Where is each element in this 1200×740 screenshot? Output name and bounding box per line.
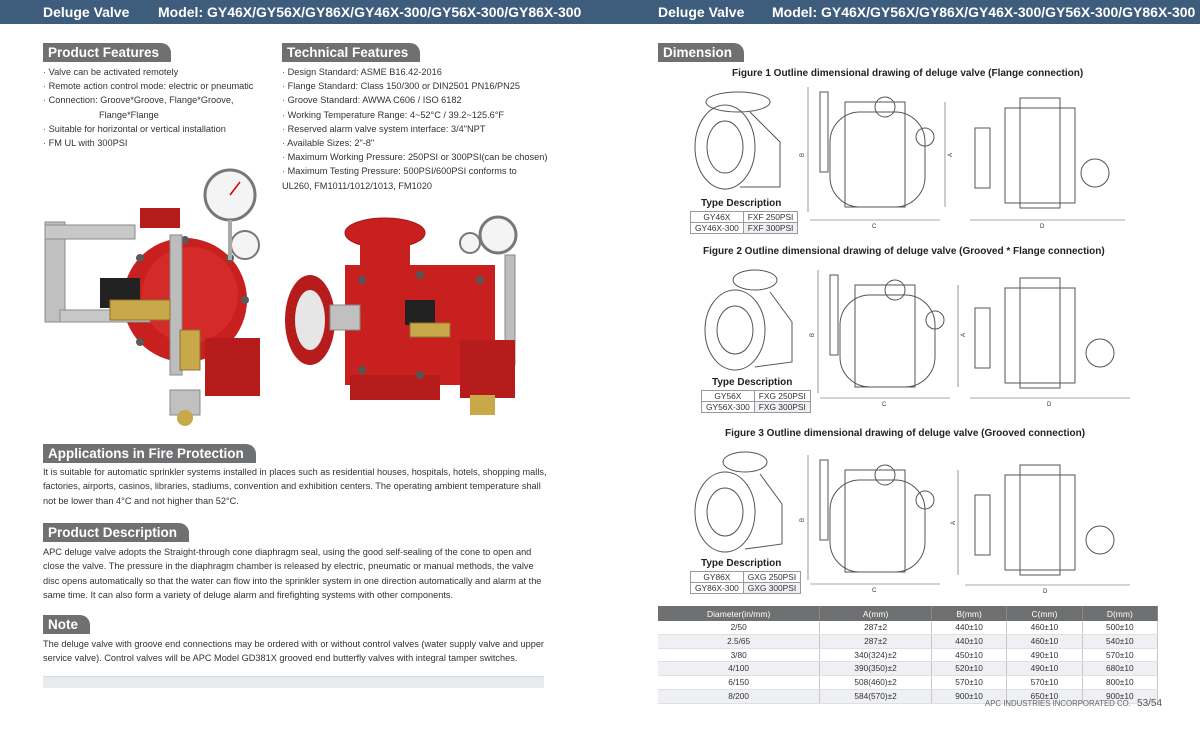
feature-item: Flange*Flange: [99, 109, 159, 120]
table-row: [658, 676, 1158, 690]
decorative-bar: [43, 676, 544, 688]
figure-3-front-drawing: [800, 450, 960, 598]
technical-features-heading: Technical Features: [282, 43, 420, 62]
product-features-list: [43, 65, 253, 150]
dim-label-d: D: [1040, 224, 1045, 230]
table-cell: 680±10: [1082, 662, 1157, 676]
dimension-table-header: Diameter(in/mm): [658, 606, 820, 621]
type-cell: GXG 300PSI: [743, 583, 800, 594]
dimension-table-header: D(mm): [1082, 606, 1157, 621]
figure-1-title: Figure 1 Outline dimensional drawing of deluge valve (Flange connection): [732, 68, 1084, 79]
feature-item: · Valve can be activated remotely: [43, 65, 253, 79]
valve-photo-front: [40, 160, 270, 430]
type-cell: FXF 300PSI: [743, 223, 798, 234]
note-heading: Note: [43, 615, 90, 634]
table-cell: 460±10: [1007, 621, 1082, 634]
product-description-heading: Product Description: [43, 523, 189, 542]
table-row: [658, 662, 1158, 676]
table-cell: 900±10: [1082, 689, 1157, 703]
type-cell: FXG 300PSI: [754, 402, 810, 413]
tech-item: · Groove Standard: AWWA C606 / ISO 6182: [282, 93, 547, 107]
table-cell: 584(570)±2: [820, 689, 932, 703]
figure-1-isometric-drawing: [690, 82, 790, 194]
type-cell: GY86X-300: [691, 583, 744, 594]
type-cell: GY46X: [691, 212, 744, 223]
note-text: The deluge valve with groove end connections may be ordered with or without control valves (water supply valve and upper service valve). Control valves will be APC Model GD381X grooved end butterfly valves with integral tamper switches.: [43, 639, 544, 664]
dim-label-d: D: [1043, 589, 1048, 595]
figure-2-title: Figure 2 Outline dimensional drawing of deluge valve (Grooved * Flange connection): [703, 246, 1105, 257]
table-cell: 490±10: [1007, 662, 1082, 676]
table-cell: 570±10: [1082, 648, 1157, 662]
table-cell: 570±10: [1007, 676, 1082, 690]
figure-1-front-drawing: [800, 82, 960, 232]
dim-label-a: A: [948, 152, 954, 157]
dim-label-c: C: [872, 224, 877, 230]
tech-item: · Reserved alarm valve system interface: 3/4"NPT: [282, 122, 547, 136]
table-cell: 450±10: [931, 648, 1006, 662]
header-model: Model: GY46X/GY56X/GY86X/GY46X-300/GY56X-300/GY86X-300: [158, 4, 582, 20]
type-cell: GY56X: [702, 391, 755, 402]
table-cell: 3/80: [658, 648, 820, 662]
header-model: Model: GY46X/GY56X/GY86X/GY46X-300/GY56X-300/GY86X-300: [772, 4, 1196, 20]
tech-item: · Maximum Working Pressure: 250PSI or 300PSI(can be chosen): [282, 150, 547, 164]
dim-label-b: B: [800, 152, 806, 157]
footer-company: APC INDUSTRIES INCORPORATED CO.: [985, 699, 1131, 708]
table-cell: 440±10: [931, 621, 1006, 634]
dim-label-b: B: [810, 332, 816, 337]
type-cell: GY86X: [691, 572, 744, 583]
tech-item: · Maximum Testing Pressure: 500PSI/600PSI conforms to: [282, 164, 547, 178]
table-cell: 540±10: [1082, 634, 1157, 648]
header-title: Deluge Valve: [43, 4, 130, 20]
table-cell: 8/200: [658, 689, 820, 703]
table-cell: 287±2: [820, 634, 932, 648]
figure-3-isometric-drawing: [690, 444, 790, 556]
table-cell: 490±10: [1007, 648, 1082, 662]
technical-features-list: [282, 65, 547, 193]
dimension-table-header: C(mm): [1007, 606, 1082, 621]
table-cell: 508(460)±2: [820, 676, 932, 690]
dim-label-c: C: [872, 588, 877, 594]
table-row: [658, 648, 1158, 662]
product-features-heading: Product Features: [43, 43, 171, 62]
dimension-table: [658, 606, 1158, 704]
figure-3-type-table: [690, 571, 801, 594]
applications-heading: Applications in Fire Protection: [43, 444, 256, 463]
type-cell: FXG 250PSI: [754, 391, 810, 402]
applications-text: It is suitable for automatic sprinkler systems installed in places such as residential houses, hospitals, hotels, shopping malls, factories, airports, casinos, libraries, stadiums, convention and exhibition centers. The operating ambient temperature shall not be lower than 4°C and not higher than 52°C.: [43, 467, 547, 506]
header-title: Deluge Valve: [658, 4, 745, 20]
type-cell: GXG 250PSI: [743, 572, 800, 583]
dim-label-d: D: [1047, 402, 1052, 408]
figure-3-title: Figure 3 Outline dimensional drawing of deluge valve (Grooved connection): [725, 428, 1086, 439]
dim-label-b: B: [800, 517, 806, 522]
table-cell: 2.5/65: [658, 634, 820, 648]
figure-2-type-label: Type Description: [712, 377, 793, 388]
page-header: [600, 0, 1200, 24]
figure-1-type-label: Type Description: [701, 198, 782, 209]
table-cell: 4/100: [658, 662, 820, 676]
table-cell: 650±10: [1007, 689, 1082, 703]
dim-label-c: C: [882, 402, 887, 408]
product-description-text: APC deluge valve adopts the Straight-through cone diaphragm seal, using the good self-sealing of the cone to open and close the valve. The pressure in the diaphragm chamber is released by electric, pneumatic or manual methods, the valve disc opens automatically so that the water can flow into the sprinkler system in one direction automatically and alarm at the same time. It can also form a variety of deluge alarm and firefighting systems with other components.: [43, 547, 542, 601]
feature-item: · FM UL with 300PSI: [43, 136, 253, 150]
valve-photo-angled: [270, 205, 530, 435]
feature-item: · Remote action control mode: electric or pneumatic: [43, 79, 253, 93]
figure-1-type-table: [690, 211, 798, 234]
dimension-table-body: [658, 621, 1158, 703]
table-cell: 390(350)±2: [820, 662, 932, 676]
figure-3-type-label: Type Description: [701, 558, 782, 569]
tech-item: UL260, FM1011/1012/1013, FM1020: [282, 180, 432, 191]
figure-1-side-drawing: [965, 88, 1130, 228]
figure-3-side-drawing: [951, 455, 1135, 595]
tech-item: · Working Temperature Range: 4~52°C / 39.2~125.6°F: [282, 108, 547, 122]
feature-item: · Suitable for horizontal or vertical installation: [43, 122, 253, 136]
dim-label-a: A: [951, 520, 957, 525]
table-cell: 440±10: [931, 634, 1006, 648]
figure-2-side-drawing: [965, 268, 1135, 408]
feature-item: · Connection: Groove*Groove, Flange*Groove,: [43, 93, 253, 107]
footer-page-number: 53/54: [1137, 698, 1163, 709]
figure-2-isometric-drawing: [700, 262, 800, 374]
table-cell: 340(324)±2: [820, 648, 932, 662]
table-cell: 2/50: [658, 621, 820, 634]
page-footer: [985, 698, 1162, 709]
table-cell: 900±10: [931, 689, 1006, 703]
page-header: [0, 0, 600, 24]
type-cell: FXF 250PSI: [743, 212, 798, 223]
dimension-heading: Dimension: [658, 43, 744, 62]
table-cell: 6/150: [658, 676, 820, 690]
table-cell: 520±10: [931, 662, 1006, 676]
table-cell: 287±2: [820, 621, 932, 634]
figure-2-front-drawing: [810, 265, 970, 410]
dimension-table-header: A(mm): [820, 606, 932, 621]
dim-label-a: A: [961, 332, 967, 337]
dimension-table-header: B(mm): [931, 606, 1006, 621]
tech-item: · Available Sizes: 2"-8": [282, 136, 547, 150]
tech-item: · Design Standard: ASME B16.42-2016: [282, 65, 547, 79]
table-row: [658, 621, 1158, 634]
right-page: [600, 0, 1200, 740]
tech-item: · Flange Standard: Class 150/300 or DIN2501 PN16/PN25: [282, 79, 547, 93]
figure-2-type-table: [701, 390, 811, 413]
table-cell: 570±10: [931, 676, 1006, 690]
table-row: [658, 634, 1158, 648]
table-cell: 460±10: [1007, 634, 1082, 648]
type-cell: GY46X-300: [691, 223, 744, 234]
table-cell: 800±10: [1082, 676, 1157, 690]
table-cell: 500±10: [1082, 621, 1157, 634]
type-cell: GY56X-300: [702, 402, 755, 413]
